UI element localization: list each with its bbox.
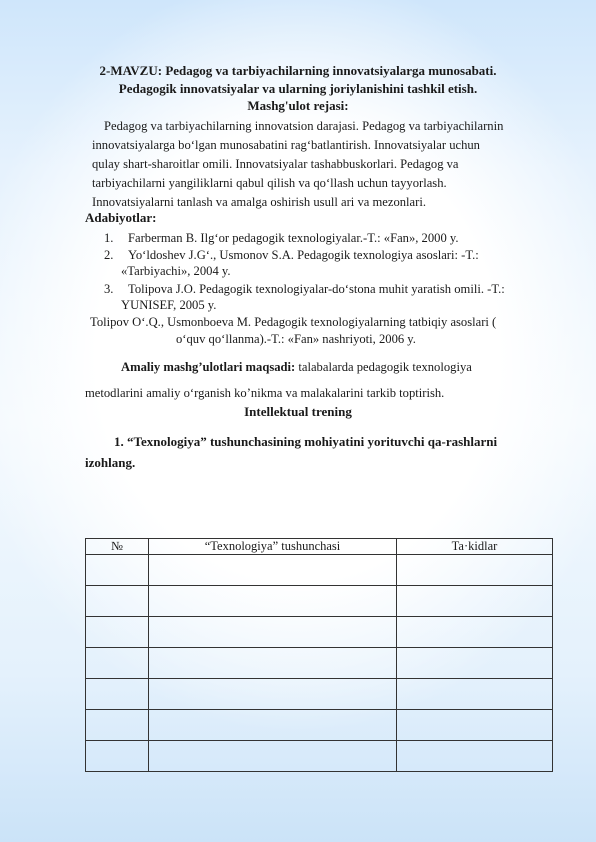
task-line-1: 1. “Texnologiya” tushunchasining mohiyatini yorituvchi qa-rashlarni	[114, 434, 498, 449]
column-header-concept: “Texnologiya” tushunchasi	[149, 539, 397, 555]
goal-line-1	[121, 359, 472, 375]
plan-line-4: tarbiyachilarni yangiliklarni qabul qilish va qo‘llash uchun tayyorlash.	[92, 176, 447, 190]
table-cell[interactable]	[149, 648, 397, 679]
table-cell[interactable]	[86, 648, 149, 679]
table-cell[interactable]	[86, 555, 149, 586]
goal-text: talabalarda pedagogik texnologiya	[295, 360, 472, 374]
table-cell[interactable]	[397, 710, 553, 741]
reference-item: Yo‘ldoshev J.G‘., Usmonov S.A. Pedagogik texnologiya asoslari: -T.:	[128, 248, 479, 262]
table-cell[interactable]	[149, 679, 397, 710]
table-row	[86, 741, 553, 772]
topic-subtitle: Pedagogik innovatsiyalar va ularning joriylanishini tashkil etish.	[118, 81, 478, 96]
training-title: Intellektual trening	[244, 404, 352, 419]
reference-number: 1.	[104, 231, 114, 245]
reference-item-continued: «Tarbiyachi», 2004 y.	[121, 264, 231, 278]
task-line-2: izohlang.	[85, 455, 136, 470]
reference-item: Tolipova J.O. Pedagogik texnologiyalar-do‘stona muhit yaratish omili. -T.:	[128, 282, 505, 296]
reference-item: Farberman B. Ilg‘or pedagogik texnologiyalar.-T.: «Fan», 2000 y.	[128, 231, 459, 245]
reference-item-continued: YUNISEF, 2005 y.	[121, 298, 217, 312]
table-cell[interactable]	[86, 679, 149, 710]
reference-extra-continued: o‘quv qo‘llanma).-T.: «Fan» nashriyoti, 2006 y.	[176, 332, 416, 346]
table-cell[interactable]	[397, 617, 553, 648]
column-header-notes: Ta·kidlar	[397, 539, 553, 555]
plan-line-5: Innovatsiyalarni tanlash va amalga oshirish usull ari va mezonlari.	[92, 195, 426, 209]
plan-line-1: Pedagog va tarbiyachilarning innovatsion darajasi. Pedagog va tarbiyachilarnin	[104, 119, 504, 133]
table-row	[86, 679, 553, 710]
table-cell[interactable]	[397, 741, 553, 772]
table-row	[86, 555, 553, 586]
table-cell[interactable]	[149, 741, 397, 772]
table-cell[interactable]	[86, 586, 149, 617]
table-row	[86, 710, 553, 741]
plan-title: Mashg'ulot rejasi:	[247, 98, 349, 113]
table-cell[interactable]	[86, 617, 149, 648]
table-cell[interactable]	[149, 710, 397, 741]
references-title: Adabiyotlar:	[85, 210, 157, 225]
table-row	[86, 586, 553, 617]
goal-label: Amaliy mashg’ulotlari maqsadi:	[121, 360, 296, 374]
table-cell[interactable]	[149, 586, 397, 617]
table-cell[interactable]	[86, 710, 149, 741]
table-cell[interactable]	[149, 617, 397, 648]
concepts-table	[85, 538, 553, 772]
table-row	[86, 617, 553, 648]
table-cell[interactable]	[397, 555, 553, 586]
column-header-number: №	[86, 539, 149, 555]
goal-line-2: metodlarini amaliy o‘rganish ko’nikma va malakalarini tarkib toptirish.	[85, 386, 445, 400]
table-cell[interactable]	[149, 555, 397, 586]
reference-number: 2.	[104, 248, 114, 262]
table-cell[interactable]	[86, 741, 149, 772]
table-cell[interactable]	[397, 586, 553, 617]
table-cell[interactable]	[397, 679, 553, 710]
table-cell[interactable]	[397, 648, 553, 679]
table-row	[86, 648, 553, 679]
reference-extra: Tolipov O‘.Q., Usmonboeva M. Pedagogik texnologiyalarning tatbiqiy asoslari (	[90, 315, 497, 329]
plan-line-3: qulay shart-sharoitlar omili. Innovatsiyalar tashabbuskorlari. Pedagog va	[92, 157, 459, 171]
topic-title: 2-MAVZU: Pedagog va tarbiyachilarning innovatsiyalarga munosabati.	[99, 63, 497, 78]
table-header-row	[86, 539, 553, 555]
plan-line-2: innovatsiyalarga bo‘lgan munosabatini rag‘batlantirish. Innovatsiyalar uchun	[92, 138, 480, 152]
reference-number: 3.	[104, 282, 114, 296]
